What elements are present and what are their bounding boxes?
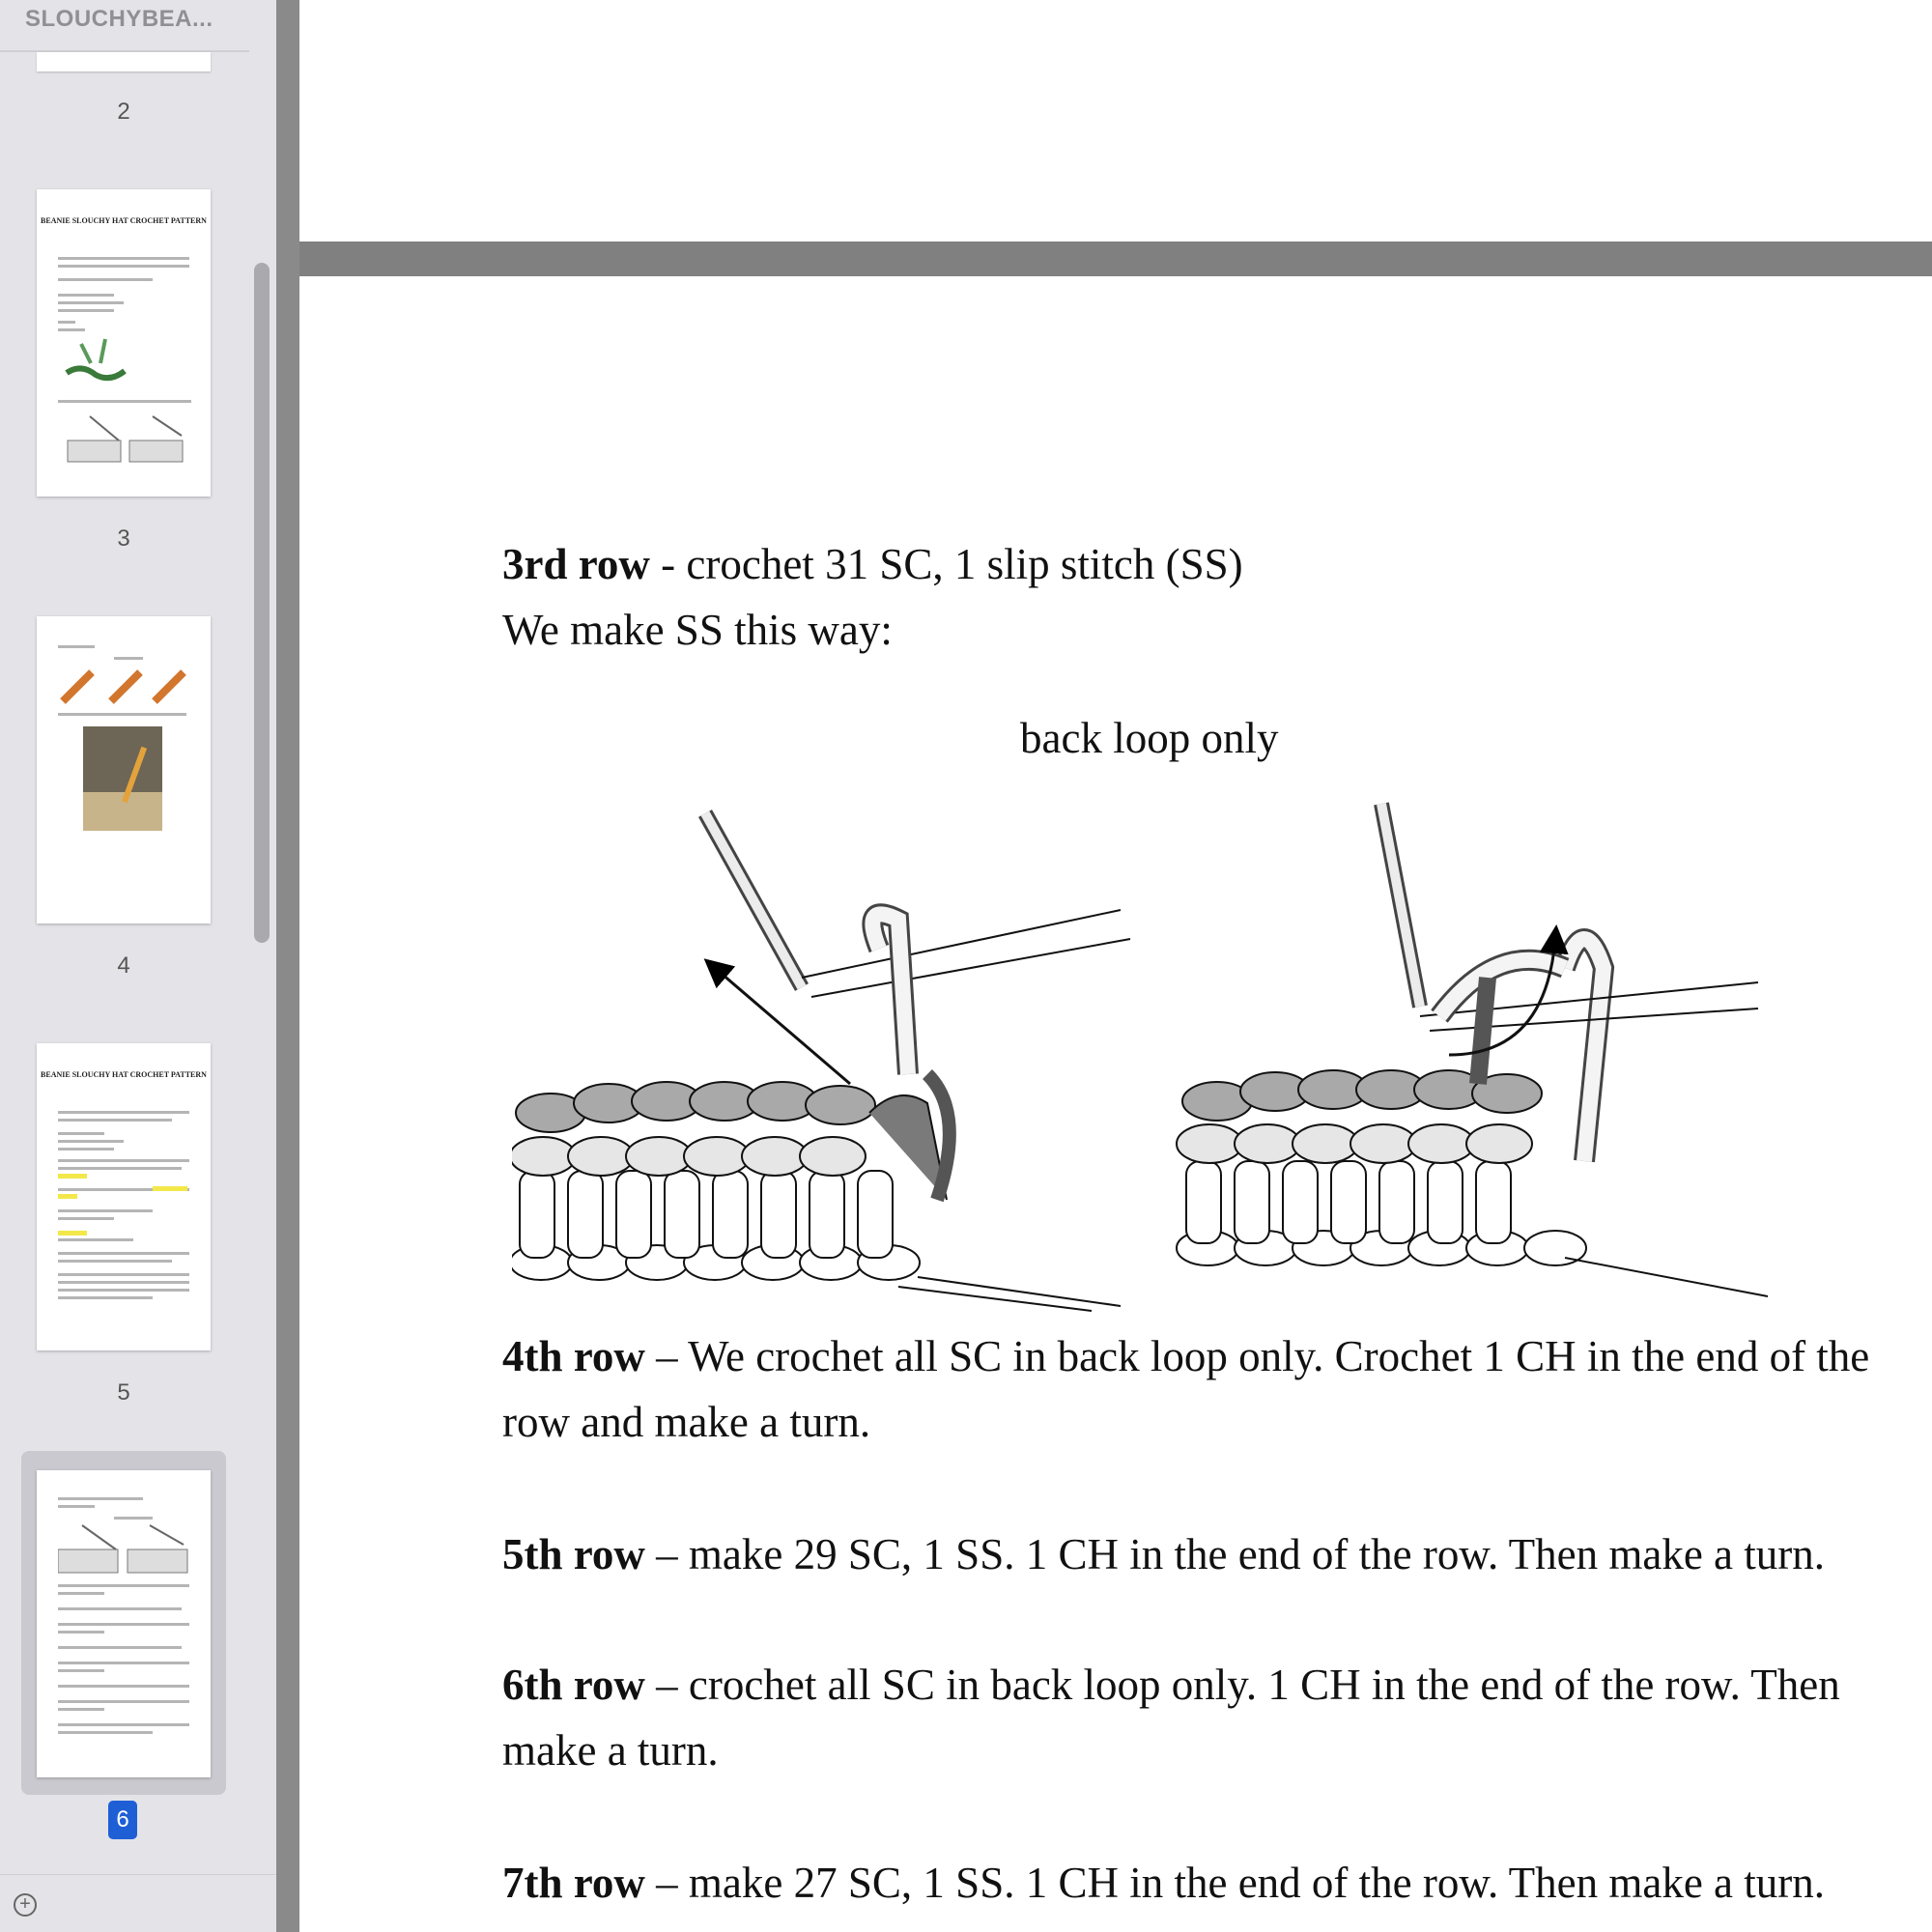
row-5-line xyxy=(502,1530,1826,1578)
stitch-diagram-icon xyxy=(58,1520,193,1578)
row-text: – crochet all SC in back loop only. 1 CH in the end of the row. Then xyxy=(644,1661,1840,1709)
page-label-5: 5 xyxy=(117,1379,130,1406)
row-text: – We crochet all SC in back loop only. Crochet 1 CH in the end of the xyxy=(644,1332,1870,1380)
stitch-diagram-icon xyxy=(66,412,186,469)
row-6-line xyxy=(502,1663,1840,1707)
row-3-line xyxy=(502,540,1243,588)
crochet-photo xyxy=(83,726,162,831)
stitch-photo-icon xyxy=(62,334,129,392)
page-thumbnail-3[interactable] xyxy=(37,189,211,497)
sidebar-scrollbar[interactable] xyxy=(254,263,270,943)
row-4-line xyxy=(502,1332,1870,1380)
page-thumbnail-4[interactable] xyxy=(37,616,211,923)
page-thumbnail-6[interactable] xyxy=(37,1470,211,1777)
page-label-2: 2 xyxy=(117,99,130,125)
left-stitch-diagram xyxy=(512,813,1130,1311)
add-page-button[interactable]: + xyxy=(14,1893,37,1917)
row-7-line xyxy=(502,1861,1825,1905)
divider xyxy=(0,1874,276,1875)
row-text: – make 29 SC, 1 SS. 1 CH in the end of the row. Then make a turn. xyxy=(644,1530,1826,1578)
ss-instruction-line: We make SS this way: xyxy=(502,606,893,654)
thumbnail-sidebar xyxy=(0,0,276,1932)
page-thumbnail-5[interactable] xyxy=(37,1043,211,1350)
page-label-6-selected: 6 xyxy=(108,1801,137,1839)
back-loop-diagram xyxy=(512,794,1787,1316)
sidebar-divider[interactable] xyxy=(276,0,299,1932)
row-4-continuation: row and make a turn. xyxy=(502,1398,871,1446)
row-label: 4th row xyxy=(502,1332,645,1380)
diagram-caption: back loop only xyxy=(1020,714,1279,762)
previous-page-bottom xyxy=(299,0,1932,242)
row-text: – make 27 SC, 1 SS. 1 CH in the end of the row. Then make a turn. xyxy=(644,1859,1826,1907)
row-label: 3rd row xyxy=(502,540,650,588)
page-thumbnail-2[interactable] xyxy=(37,52,211,71)
right-stitch-diagram xyxy=(1177,804,1768,1296)
row-text: - crochet 31 SC, 1 slip stitch (SS) xyxy=(649,540,1243,588)
document-title: SLOUCHYBEA... xyxy=(25,6,213,32)
thumb-title: BEANIE SLOUCHY HAT CROCHET PATTERN xyxy=(41,216,207,225)
page-label-3: 3 xyxy=(117,526,130,552)
hook-photos-icon xyxy=(58,663,193,711)
row-label: 5th row xyxy=(502,1530,645,1578)
row-6-continuation: make a turn. xyxy=(502,1726,719,1775)
page-gap xyxy=(299,242,1932,276)
row-label: 6th row xyxy=(502,1661,645,1709)
page-label-4: 4 xyxy=(117,952,130,979)
thumb-title: BEANIE SLOUCHY HAT CROCHET PATTERN xyxy=(41,1070,207,1079)
row-label: 7th row xyxy=(502,1859,645,1907)
